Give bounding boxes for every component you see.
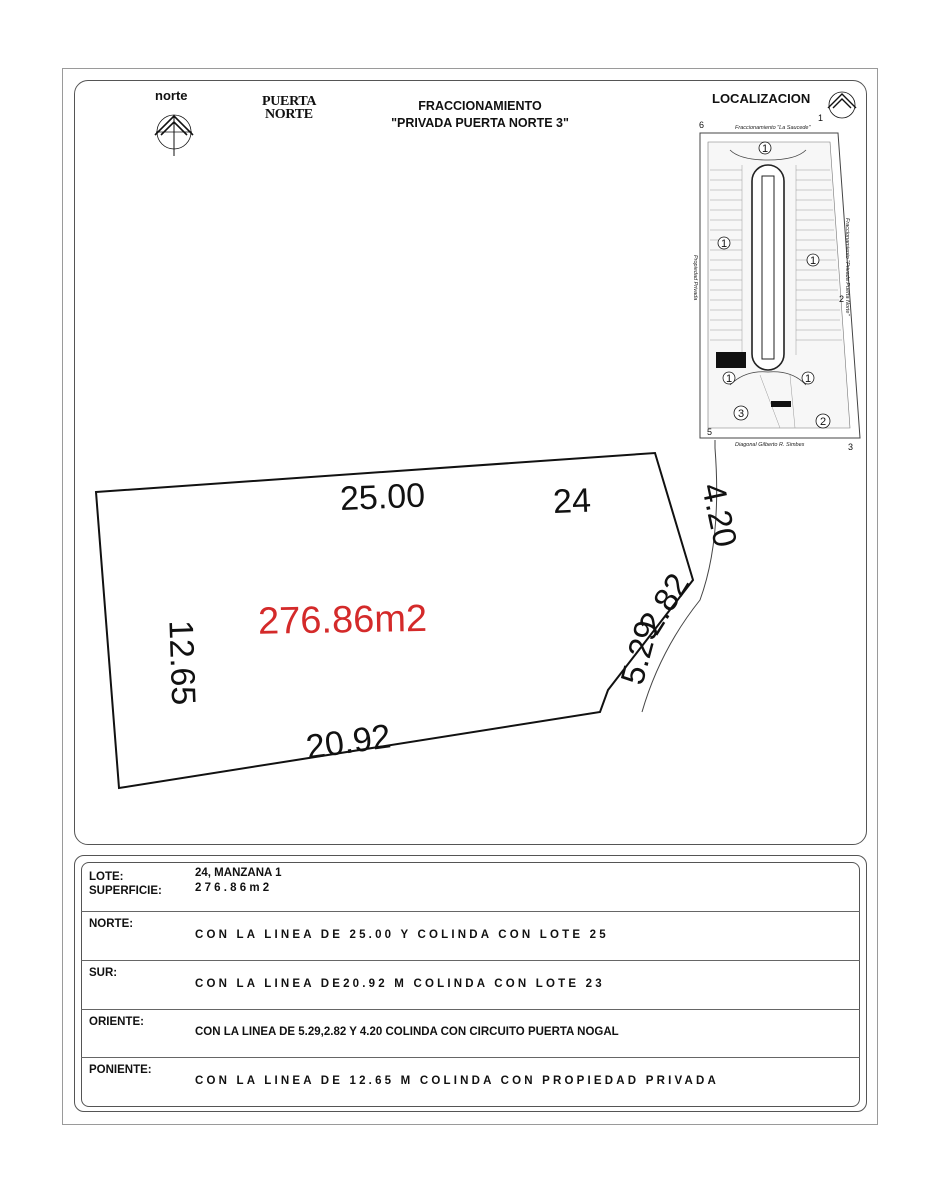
block-marker: 1 <box>761 143 769 155</box>
west-side-dimension: 12.65 <box>161 619 203 706</box>
bottom-street-label: Diagonal Gilberto R. Simbes <box>735 442 805 448</box>
corner-number: 3 <box>848 442 854 452</box>
corner-number: 5 <box>707 427 713 437</box>
lot-number: 24 <box>552 481 592 522</box>
north-label: norte <box>155 88 188 103</box>
sur-value: CON LA LINEA DE20.92 M COLINDA CON LOTE 23 <box>195 978 605 990</box>
top-street-label: Fraccionamiento "La Saucede" <box>735 125 811 131</box>
lote-label: LOTE: <box>89 871 124 883</box>
corner-number: 2 <box>839 294 845 304</box>
highlighted-lot-marker <box>716 352 746 368</box>
superficie-value: 2 7 6 . 8 6 m 2 <box>195 882 270 894</box>
row-divider <box>81 911 860 912</box>
title-line-1: FRACCIONAMIENTO <box>418 99 542 113</box>
block-marker: 1 <box>725 373 733 385</box>
corner-number: 1 <box>818 113 824 123</box>
lot-area: 276.86m2 <box>257 597 428 643</box>
east-segment-3-dimension: 5.29 <box>613 616 666 689</box>
block-marker: 1 <box>720 238 728 250</box>
right-boundary-label: Fraccionamiento "Privada Puerta Norte" <box>844 218 850 316</box>
sur-label: SUR: <box>89 967 118 979</box>
location-map <box>692 113 860 452</box>
oriente-label: ORIENTE: <box>89 1016 144 1028</box>
row-divider <box>81 1057 860 1058</box>
logo-line-1: PUERTA <box>262 94 317 109</box>
lote-value: 24, MANZANA 1 <box>195 867 282 879</box>
superficie-label: SUPERFICIE: <box>89 885 162 897</box>
block-marker: 1 <box>809 255 817 267</box>
row-divider <box>81 960 860 961</box>
poniente-label: PONIENTE: <box>89 1064 152 1076</box>
north-side-dimension: 25.00 <box>339 476 426 519</box>
block-marker: 2 <box>819 416 827 428</box>
location-north-arrow-icon <box>828 92 856 118</box>
north-arrow-icon <box>155 115 193 156</box>
title-line-2: "PRIVADA PUERTA NORTE 3" <box>391 116 569 130</box>
oriente-value: CON LA LINEA DE 5.29,2.82 Y 4.20 COLINDA CON CIRCUITO PUERTA NOGAL <box>195 1026 619 1038</box>
row-divider <box>81 1009 860 1010</box>
left-boundary-label: Propiedad Privada <box>692 255 698 301</box>
block-marker: 1 <box>804 373 812 385</box>
block-marker: 3 <box>737 408 745 420</box>
south-side-dimension: 20.92 <box>303 717 394 767</box>
poniente-value: CON LA LINEA DE 12.65 M COLINDA CON PROPIEDAD PRIVADA <box>195 1075 720 1087</box>
norte-value: CON LA LINEA DE 25.00 Y COLINDA CON LOTE 25 <box>195 929 609 941</box>
norte-label: NORTE: <box>89 918 134 930</box>
corner-number: 6 <box>699 120 705 130</box>
location-label: LOCALIZACION <box>712 91 811 106</box>
east-segment-1-dimension: 4.20 <box>694 479 745 551</box>
east-segment-2-dimension: 2.82 <box>630 566 697 641</box>
logo-line-2: NORTE <box>265 107 313 122</box>
